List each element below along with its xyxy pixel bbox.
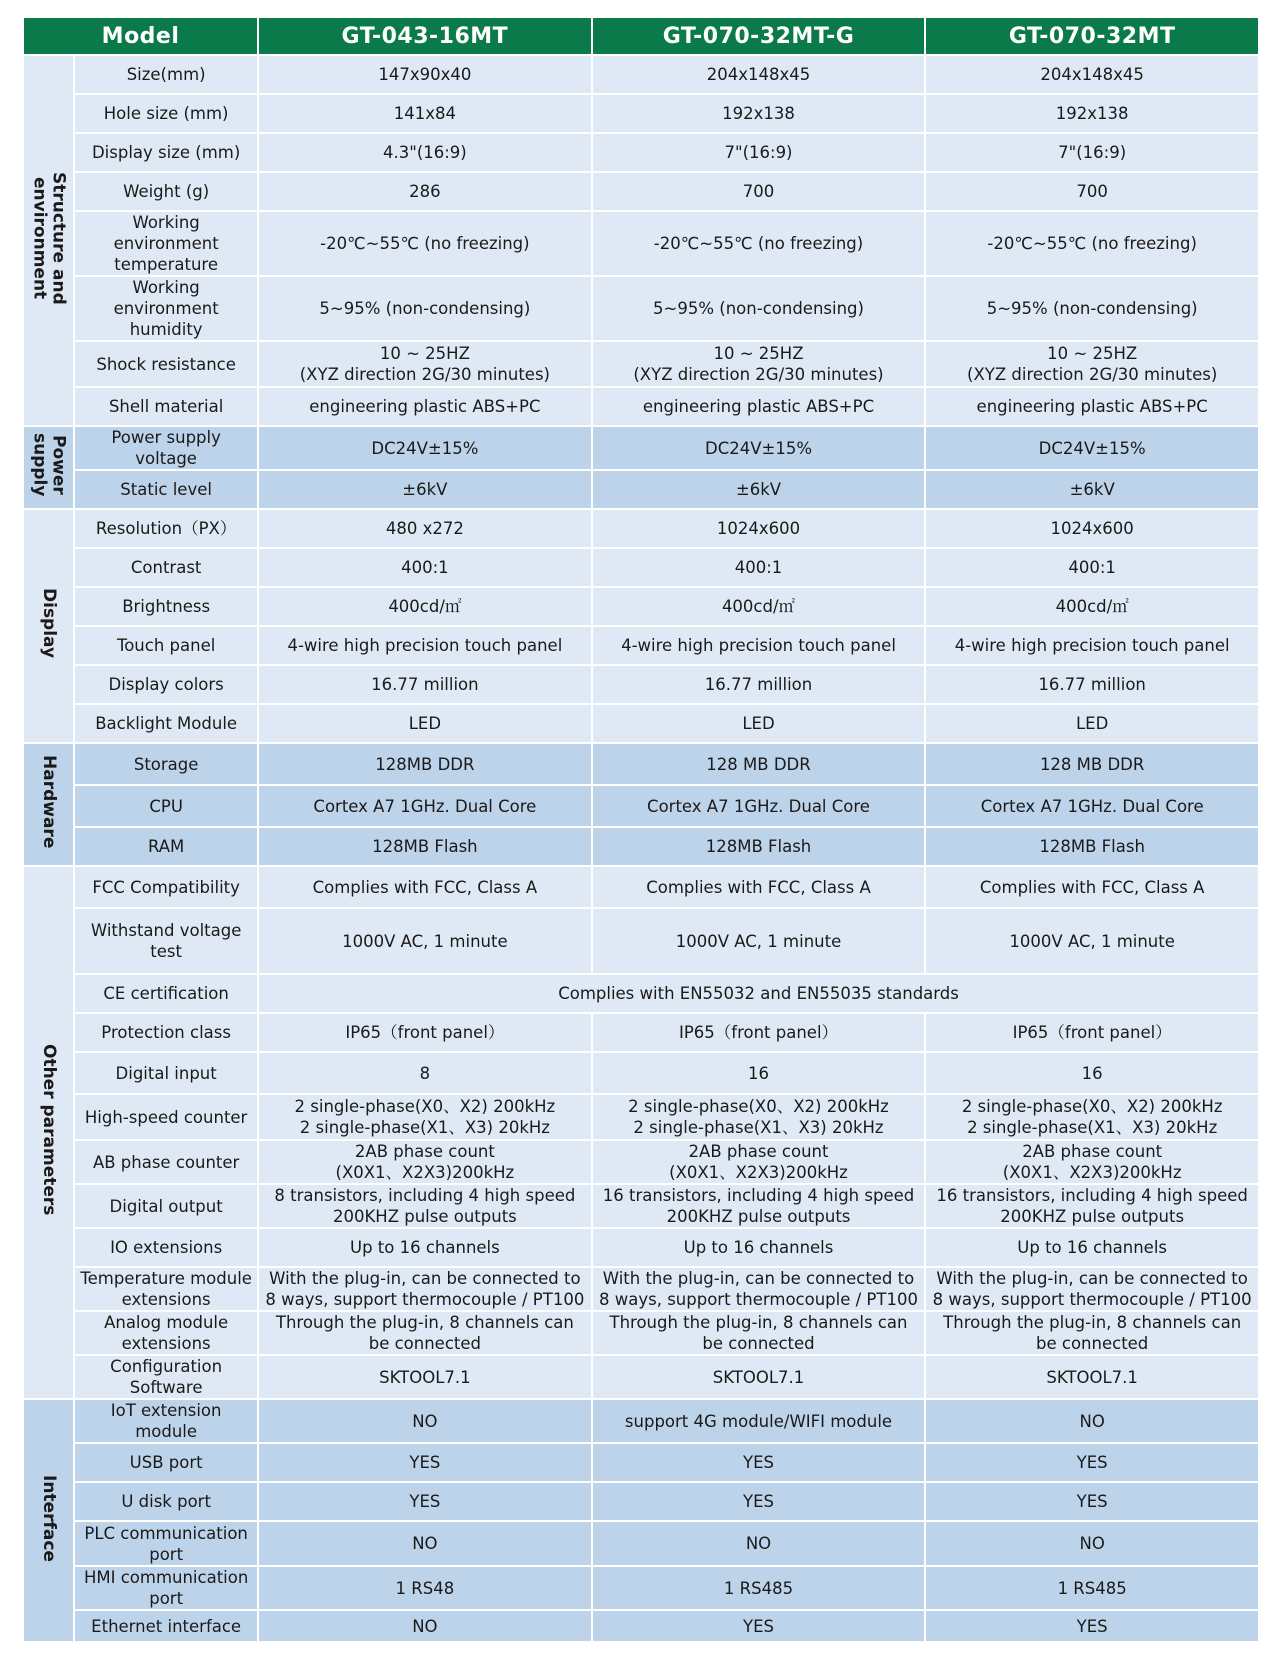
spec-value: SKTOOL7.1	[926, 1356, 1258, 1398]
spec-value: 700	[593, 173, 925, 210]
spec-value: 1000V AC, 1 minute	[926, 909, 1258, 973]
table-row	[24, 666, 1258, 703]
spec-value: Through the plug-in, 8 channels can be connected	[926, 1312, 1258, 1354]
spec-value: 400cd/㎡	[593, 588, 925, 625]
parameter-name: Analog module extensions	[75, 1312, 257, 1354]
spec-value: 480 x272	[259, 510, 591, 547]
spec-value: 1024x600	[593, 510, 925, 547]
table-row	[24, 427, 1258, 469]
spec-value: 141x84	[259, 95, 591, 132]
category-label: Display	[39, 588, 60, 659]
spec-value: 2 single-phase(X0、X2) 200kHz 2 single-phase(X1、X3) 20kHz	[259, 1095, 591, 1139]
table-row	[24, 1229, 1258, 1266]
spec-value: Complies with FCC, Class A	[926, 867, 1258, 907]
spec-value: 700	[926, 173, 1258, 210]
spec-value: 2AB phase count (X0X1、X2X3)200kHz	[593, 1141, 925, 1183]
spec-value: NO	[259, 1611, 591, 1641]
table-row	[24, 744, 1258, 784]
spec-value: 128MB Flash	[593, 828, 925, 865]
parameter-name: PLC communication port	[75, 1522, 257, 1565]
spec-value: 16.77 million	[259, 666, 591, 703]
spec-value: 192x138	[593, 95, 925, 132]
parameter-name: Configuration Software	[75, 1356, 257, 1398]
model-header-2: GT-070-32MT-G	[593, 18, 925, 54]
spec-value: 204x148x45	[593, 56, 925, 93]
table-row	[24, 1483, 1258, 1520]
spec-value: 16 transistors, including 4 high speed 200KHZ pulse outputs	[926, 1185, 1258, 1227]
spec-value: 2AB phase count (X0X1、X2X3)200kHz	[259, 1141, 591, 1183]
spec-value: Cortex A7 1GHz. Dual Core	[926, 786, 1258, 826]
table-row	[24, 1522, 1258, 1565]
model-header: Model	[24, 18, 257, 54]
spec-value: 4-wire high precision touch panel	[926, 627, 1258, 664]
spec-value: LED	[926, 705, 1258, 742]
spec-value: 128MB DDR	[259, 744, 591, 784]
table-row	[24, 1444, 1258, 1481]
spec-value: YES	[259, 1483, 591, 1520]
parameter-name: Working environment temperature	[75, 212, 257, 275]
category-label: Interface	[39, 1474, 60, 1562]
spec-value: 400:1	[926, 549, 1258, 586]
spec-value: 1000V AC, 1 minute	[259, 909, 591, 973]
spec-value: 204x148x45	[926, 56, 1258, 93]
spec-value: 192x138	[926, 95, 1258, 132]
spec-value: 7"(16:9)	[593, 134, 925, 171]
spec-value: 1 RS48	[259, 1567, 591, 1609]
spec-value: Complies with FCC, Class A	[593, 867, 925, 907]
parameter-name: Shell material	[75, 388, 257, 425]
spec-value: LED	[259, 705, 591, 742]
parameter-name: Power supply voltage	[75, 427, 257, 469]
table-row	[24, 1053, 1258, 1093]
spec-value: Cortex A7 1GHz. Dual Core	[259, 786, 591, 826]
spec-value: Through the plug-in, 8 channels can be connected	[259, 1312, 591, 1354]
spec-value: 8 transistors, including 4 high speed 200KHZ pulse outputs	[259, 1185, 591, 1227]
table-row	[24, 1185, 1258, 1227]
table-row	[24, 1141, 1258, 1183]
spec-value: ±6kV	[926, 471, 1258, 508]
spec-value: ±6kV	[593, 471, 925, 508]
category-label: Other parameters	[39, 1044, 60, 1216]
spec-value: ±6kV	[259, 471, 591, 508]
parameter-name: Static level	[75, 471, 257, 508]
spec-value: support 4G module/WIFI module	[593, 1400, 925, 1442]
spec-value: With the plug-in, can be connected to 8 ways, support thermocouple / PT100	[259, 1268, 591, 1310]
spec-value: SKTOOL7.1	[593, 1356, 925, 1398]
spec-value: 128MB Flash	[926, 828, 1258, 865]
model-header-1: GT-043-16MT	[259, 18, 591, 54]
table-row	[24, 388, 1258, 425]
category-cell	[24, 427, 73, 508]
table-row	[24, 95, 1258, 132]
spec-value: 10 ~ 25HZ (XYZ direction 2G/30 minutes)	[926, 342, 1258, 386]
spec-value: 16	[926, 1053, 1258, 1093]
spec-value: 4-wire high precision touch panel	[259, 627, 591, 664]
spec-value: YES	[926, 1611, 1258, 1641]
spec-value: DC24V±15%	[926, 427, 1258, 469]
spec-value: 400:1	[593, 549, 925, 586]
spec-value: DC24V±15%	[259, 427, 591, 469]
table-row	[24, 975, 1258, 1012]
spec-value: Up to 16 channels	[259, 1229, 591, 1266]
table-row	[24, 705, 1258, 742]
spec-value: 147x90x40	[259, 56, 591, 93]
parameter-name: Shock resistance	[75, 342, 257, 386]
spec-value: DC24V±15%	[593, 427, 925, 469]
spec-value: 128 MB DDR	[593, 744, 925, 784]
table-row	[24, 1567, 1258, 1609]
category-label: Structure and environment	[29, 171, 69, 305]
parameter-name: Digital input	[75, 1053, 257, 1093]
spec-value: 1024x600	[926, 510, 1258, 547]
parameter-name: U disk port	[75, 1483, 257, 1520]
table-row	[24, 212, 1258, 275]
table-row	[24, 588, 1258, 625]
spec-value: 2 single-phase(X0、X2) 200kHz 2 single-phase(X1、X3) 20kHz	[593, 1095, 925, 1139]
spec-value: NO	[259, 1400, 591, 1442]
spec-value: Complies with FCC, Class A	[259, 867, 591, 907]
parameter-name: IO extensions	[75, 1229, 257, 1266]
parameter-name: Protection class	[75, 1014, 257, 1051]
spec-value: YES	[593, 1483, 925, 1520]
model-header-3: GT-070-32MT	[926, 18, 1258, 54]
parameter-name: Storage	[75, 744, 257, 784]
spec-value-merged: Complies with EN55032 and EN55035 standards	[259, 975, 1258, 1012]
spec-value: 286	[259, 173, 591, 210]
spec-value: -20℃~55℃ (no freezing)	[259, 212, 591, 275]
parameter-name: Ethernet interface	[75, 1611, 257, 1641]
spec-value: YES	[259, 1444, 591, 1481]
spec-value: 5~95% (non-condensing)	[593, 277, 925, 340]
spec-value: 400cd/㎡	[259, 588, 591, 625]
spec-value: 16.77 million	[593, 666, 925, 703]
table-row	[24, 627, 1258, 664]
parameter-name: CPU	[75, 786, 257, 826]
spec-value: Up to 16 channels	[926, 1229, 1258, 1266]
spec-value: NO	[926, 1400, 1258, 1442]
table-row	[24, 867, 1258, 907]
table-row	[24, 786, 1258, 826]
spec-value: 5~95% (non-condensing)	[259, 277, 591, 340]
category-cell	[24, 510, 73, 742]
spec-value: 4.3"(16:9)	[259, 134, 591, 171]
parameter-name: Size(mm)	[75, 56, 257, 93]
spec-value: IP65（front panel）	[926, 1014, 1258, 1051]
parameter-name: Withstand voltage test	[75, 909, 257, 973]
table-row	[24, 1356, 1258, 1398]
spec-value: -20℃~55℃ (no freezing)	[593, 212, 925, 275]
parameter-name: IoT extension module	[75, 1400, 257, 1442]
spec-value: Up to 16 channels	[593, 1229, 925, 1266]
spec-value: 400cd/㎡	[926, 588, 1258, 625]
table-row	[24, 471, 1258, 508]
spec-value: IP65（front panel）	[259, 1014, 591, 1051]
spec-value: With the plug-in, can be connected to 8 ways, support thermocouple / PT100	[926, 1268, 1258, 1310]
spec-value: IP65（front panel）	[593, 1014, 925, 1051]
spec-value: Cortex A7 1GHz. Dual Core	[593, 786, 925, 826]
table-row	[24, 1312, 1258, 1354]
parameter-name: Contrast	[75, 549, 257, 586]
parameter-name: Resolution（PX）	[75, 510, 257, 547]
spec-value: NO	[926, 1522, 1258, 1565]
table-row	[24, 1268, 1258, 1310]
category-cell	[24, 744, 73, 865]
parameter-name: Digital output	[75, 1185, 257, 1227]
spec-value: YES	[593, 1611, 925, 1641]
parameter-name: Display colors	[75, 666, 257, 703]
spec-value: LED	[593, 705, 925, 742]
spec-value: NO	[259, 1522, 591, 1565]
spec-value: -20℃~55℃ (no freezing)	[926, 212, 1258, 275]
spec-value: 8	[259, 1053, 591, 1093]
table-row	[24, 909, 1258, 973]
spec-value: YES	[926, 1483, 1258, 1520]
spec-value: engineering plastic ABS+PC	[593, 388, 925, 425]
spec-value: 2 single-phase(X0、X2) 200kHz 2 single-phase(X1、X3) 20kHz	[926, 1095, 1258, 1139]
category-label: Hardware	[39, 755, 60, 849]
spec-value: 16.77 million	[926, 666, 1258, 703]
spec-value: Through the plug-in, 8 channels can be connected	[593, 1312, 925, 1354]
spec-value: 1 RS485	[593, 1567, 925, 1609]
table-row	[24, 549, 1258, 586]
spec-value: YES	[926, 1444, 1258, 1481]
table-row	[24, 173, 1258, 210]
category-cell	[24, 867, 73, 1398]
category-cell	[24, 56, 73, 425]
parameter-name: HMI communication port	[75, 1567, 257, 1609]
parameter-name: Temperature module extensions	[75, 1268, 257, 1310]
table-row	[24, 1611, 1258, 1641]
spec-value: YES	[593, 1444, 925, 1481]
parameter-name: Working environment humidity	[75, 277, 257, 340]
spec-value: 1 RS485	[926, 1567, 1258, 1609]
spec-body	[24, 56, 1258, 1641]
parameter-name: Touch panel	[75, 627, 257, 664]
spec-value: 400:1	[259, 549, 591, 586]
spec-value: 7"(16:9)	[926, 134, 1258, 171]
parameter-name: High-speed counter	[75, 1095, 257, 1139]
table-row	[24, 828, 1258, 865]
spec-value: 128 MB DDR	[926, 744, 1258, 784]
table-row	[24, 510, 1258, 547]
table-row	[24, 277, 1258, 340]
category-cell	[24, 1400, 73, 1641]
spec-value: 16 transistors, including 4 high speed 200KHZ pulse outputs	[593, 1185, 925, 1227]
spec-value: 128MB Flash	[259, 828, 591, 865]
category-label: Power supply	[29, 433, 69, 497]
spec-value: 5~95% (non-condensing)	[926, 277, 1258, 340]
table-row	[24, 1400, 1258, 1442]
parameter-name: Brightness	[75, 588, 257, 625]
spec-value: 1000V AC, 1 minute	[593, 909, 925, 973]
table-row	[24, 1014, 1258, 1051]
parameter-name: Hole size (mm)	[75, 95, 257, 132]
spec-value: engineering plastic ABS+PC	[926, 388, 1258, 425]
spec-value: 10 ~ 25HZ (XYZ direction 2G/30 minutes)	[259, 342, 591, 386]
parameter-name: CE certification	[75, 975, 257, 1012]
spec-value: SKTOOL7.1	[259, 1356, 591, 1398]
parameter-name: FCC Compatibility	[75, 867, 257, 907]
parameter-name: Display size (mm)	[75, 134, 257, 171]
spec-value: 4-wire high precision touch panel	[593, 627, 925, 664]
table-row	[24, 56, 1258, 93]
spec-table	[22, 16, 1260, 1643]
parameter-name: RAM	[75, 828, 257, 865]
spec-value: 2AB phase count (X0X1、X2X3)200kHz	[926, 1141, 1258, 1183]
spec-value: With the plug-in, can be connected to 8 ways, support thermocouple / PT100	[593, 1268, 925, 1310]
spec-value: engineering plastic ABS+PC	[259, 388, 591, 425]
spec-value: 16	[593, 1053, 925, 1093]
table-row	[24, 1095, 1258, 1139]
parameter-name: Backlight Module	[75, 705, 257, 742]
parameter-name: USB port	[75, 1444, 257, 1481]
parameter-name: Weight (g)	[75, 173, 257, 210]
spec-value: 10 ~ 25HZ (XYZ direction 2G/30 minutes)	[593, 342, 925, 386]
parameter-name: AB phase counter	[75, 1141, 257, 1183]
table-row	[24, 134, 1258, 171]
spec-value: NO	[593, 1522, 925, 1565]
table-row	[24, 342, 1258, 386]
header-row	[24, 18, 1258, 54]
